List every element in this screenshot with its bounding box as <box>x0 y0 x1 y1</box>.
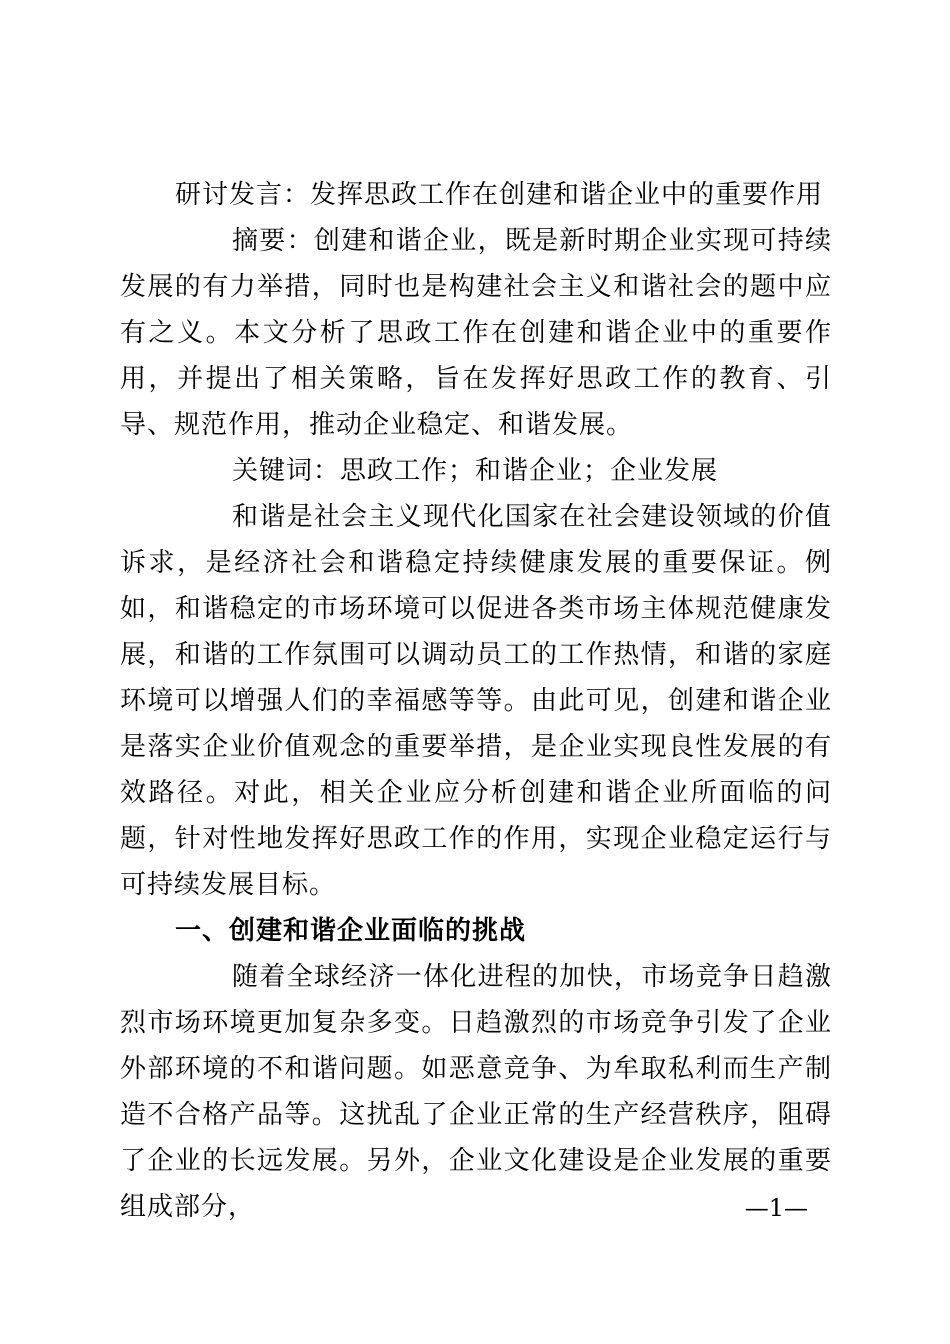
paragraph-keywords: 关键词：思政工作；和谐企业；企业发展 <box>232 456 719 486</box>
paragraph-abstract: 摘要：创建和谐企业，既是新时期企业实现可持续发展的有力举措，同时也是构建社会主义和谐社会的题中应有之义。本文分析了思政工作在创建和谐企业中的重要作用，并提出了相关策略，旨在发挥好思政工作的教育、引导、规范作用，推动企业稳定、和谐发展。 <box>120 226 832 440</box>
page-number: —1— <box>744 1194 808 1222</box>
document-title: 研讨发言：发挥思政工作在创建和谐企业中的重要作用 <box>175 180 824 210</box>
paragraph-introduction: 和谐是社会主义现代化国家在社会建设领域的价值诉求，是经济社会和谐稳定持续健康发展的重要保证。例如，和谐稳定的市场环境可以促进各类市场主体规范健康发展，和谐的工作氛围可以调动员工的工作热情，和谐的家庭环境可以增强人们的幸福感等等。由此可见，创建和谐企业是落实企业价值观念的重要举措，是企业实现良性发展的有效路径。对此，相关企业应分析创建和谐企业所面临的问题，针对性地发挥好思政工作的作用，实现企业稳定运行与可持续发展目标。 <box>120 502 832 900</box>
paragraph-section1-body: 随着全球经济一体化进程的加快，市场竞争日趋激烈市场环境更加复杂多变。日趋激烈的市场竞争引发了企业外部环境的不和谐问题。如恶意竞争、为牟取私利而生产制造不合格产品等。这扰乱了企业正常的生产经营秩序，阻碍了企业的长远发展。另外，企业文化建设是企业发展的重要组成部分， <box>120 962 832 1222</box>
section-heading-challenges: 一、创建和谐企业面临的挑战 <box>175 916 527 946</box>
document-body <box>120 172 832 1230</box>
